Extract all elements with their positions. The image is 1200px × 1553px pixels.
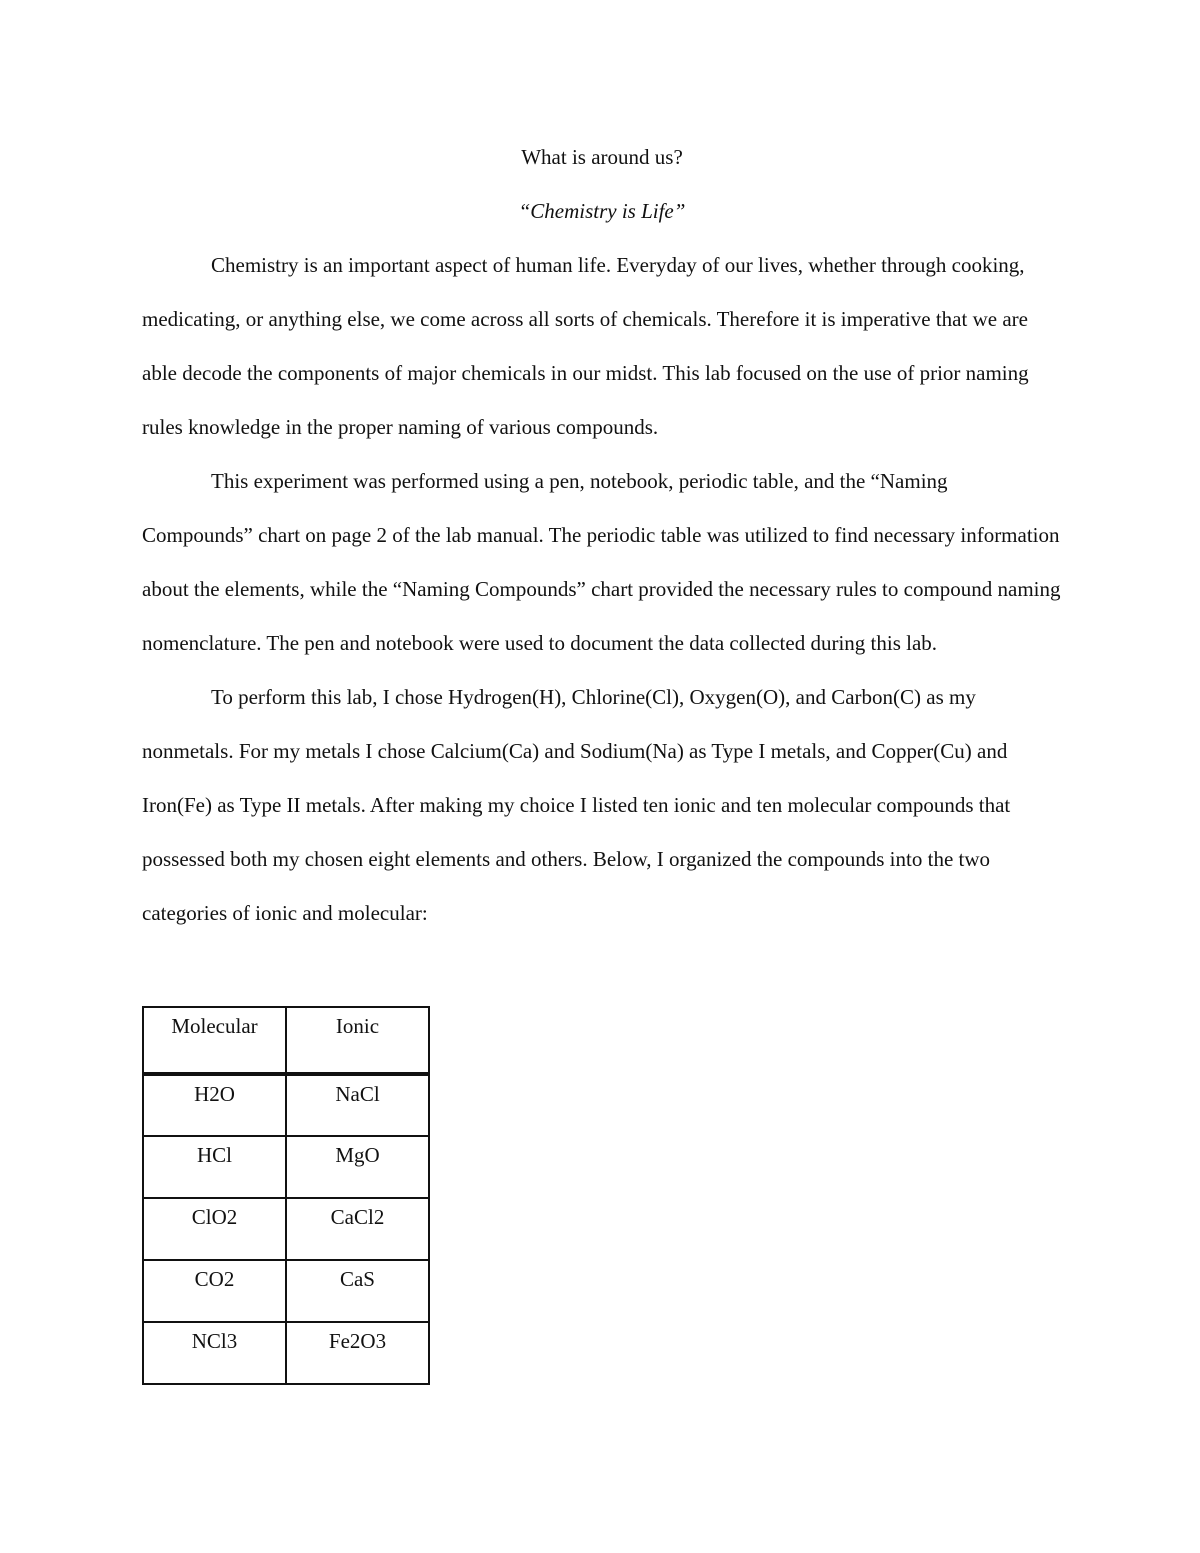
paragraph-intro: Chemistry is an important aspect of human life. Everyday of our lives, whether through cooking, medicating, or anything else, we come across all sorts of chemicals. Therefore it is imperative that we are able decode the components of major chemicals in our midst. This lab focused on the use of prior naming rules knowledge in the proper naming of various compounds. bbox=[142, 253, 1029, 439]
ionic-cell: CaS bbox=[286, 1260, 429, 1322]
molecular-cell: NCl3 bbox=[143, 1322, 286, 1384]
table-row bbox=[143, 1198, 429, 1260]
table-row bbox=[143, 1322, 429, 1384]
table-row bbox=[143, 1136, 429, 1198]
ionic-cell: CaCl2 bbox=[286, 1198, 429, 1260]
molecular-cell: CO2 bbox=[143, 1260, 286, 1322]
document-subtitle: “Chemistry is Life” bbox=[518, 199, 686, 223]
table-header-row bbox=[143, 1007, 429, 1074]
document-title: What is around us? bbox=[521, 145, 683, 169]
ionic-cell: NaCl bbox=[286, 1074, 429, 1136]
paragraph-procedure: To perform this lab, I chose Hydrogen(H), Chlorine(Cl), Oxygen(O), and Carbon(C) as my nonmetals. For my metals I chose Calcium(Ca) and Sodium(Na) as Type I metals, and Copper(Cu) and Iron(Fe) as Type II metals. After making my choice I listed ten ionic and ten molecular compounds that possessed both my chosen eight elements and others. Below, I organized the compounds into the two categories of ionic and molecular: bbox=[142, 685, 1011, 925]
molecular-cell: ClO2 bbox=[143, 1198, 286, 1260]
table-row bbox=[143, 1260, 429, 1322]
document-body bbox=[142, 140, 1062, 940]
ionic-cell: MgO bbox=[286, 1136, 429, 1198]
molecular-cell: HCl bbox=[143, 1136, 286, 1198]
molecular-cell: H2O bbox=[143, 1074, 286, 1136]
ionic-cell: Fe2O3 bbox=[286, 1322, 429, 1384]
header-molecular: Molecular bbox=[143, 1007, 286, 1074]
compounds-table bbox=[142, 1006, 430, 1385]
paragraph-materials: This experiment was performed using a pen, notebook, periodic table, and the “Naming Compounds” chart on page 2 of the lab manual. The periodic table was utilized to find necessary information about the elements, while the “Naming Compounds” chart provided the necessary rules to compound naming nomenclature. The pen and notebook were used to document the data collected during this lab. bbox=[142, 469, 1061, 655]
table-row bbox=[143, 1074, 429, 1136]
header-ionic: Ionic bbox=[286, 1007, 429, 1074]
